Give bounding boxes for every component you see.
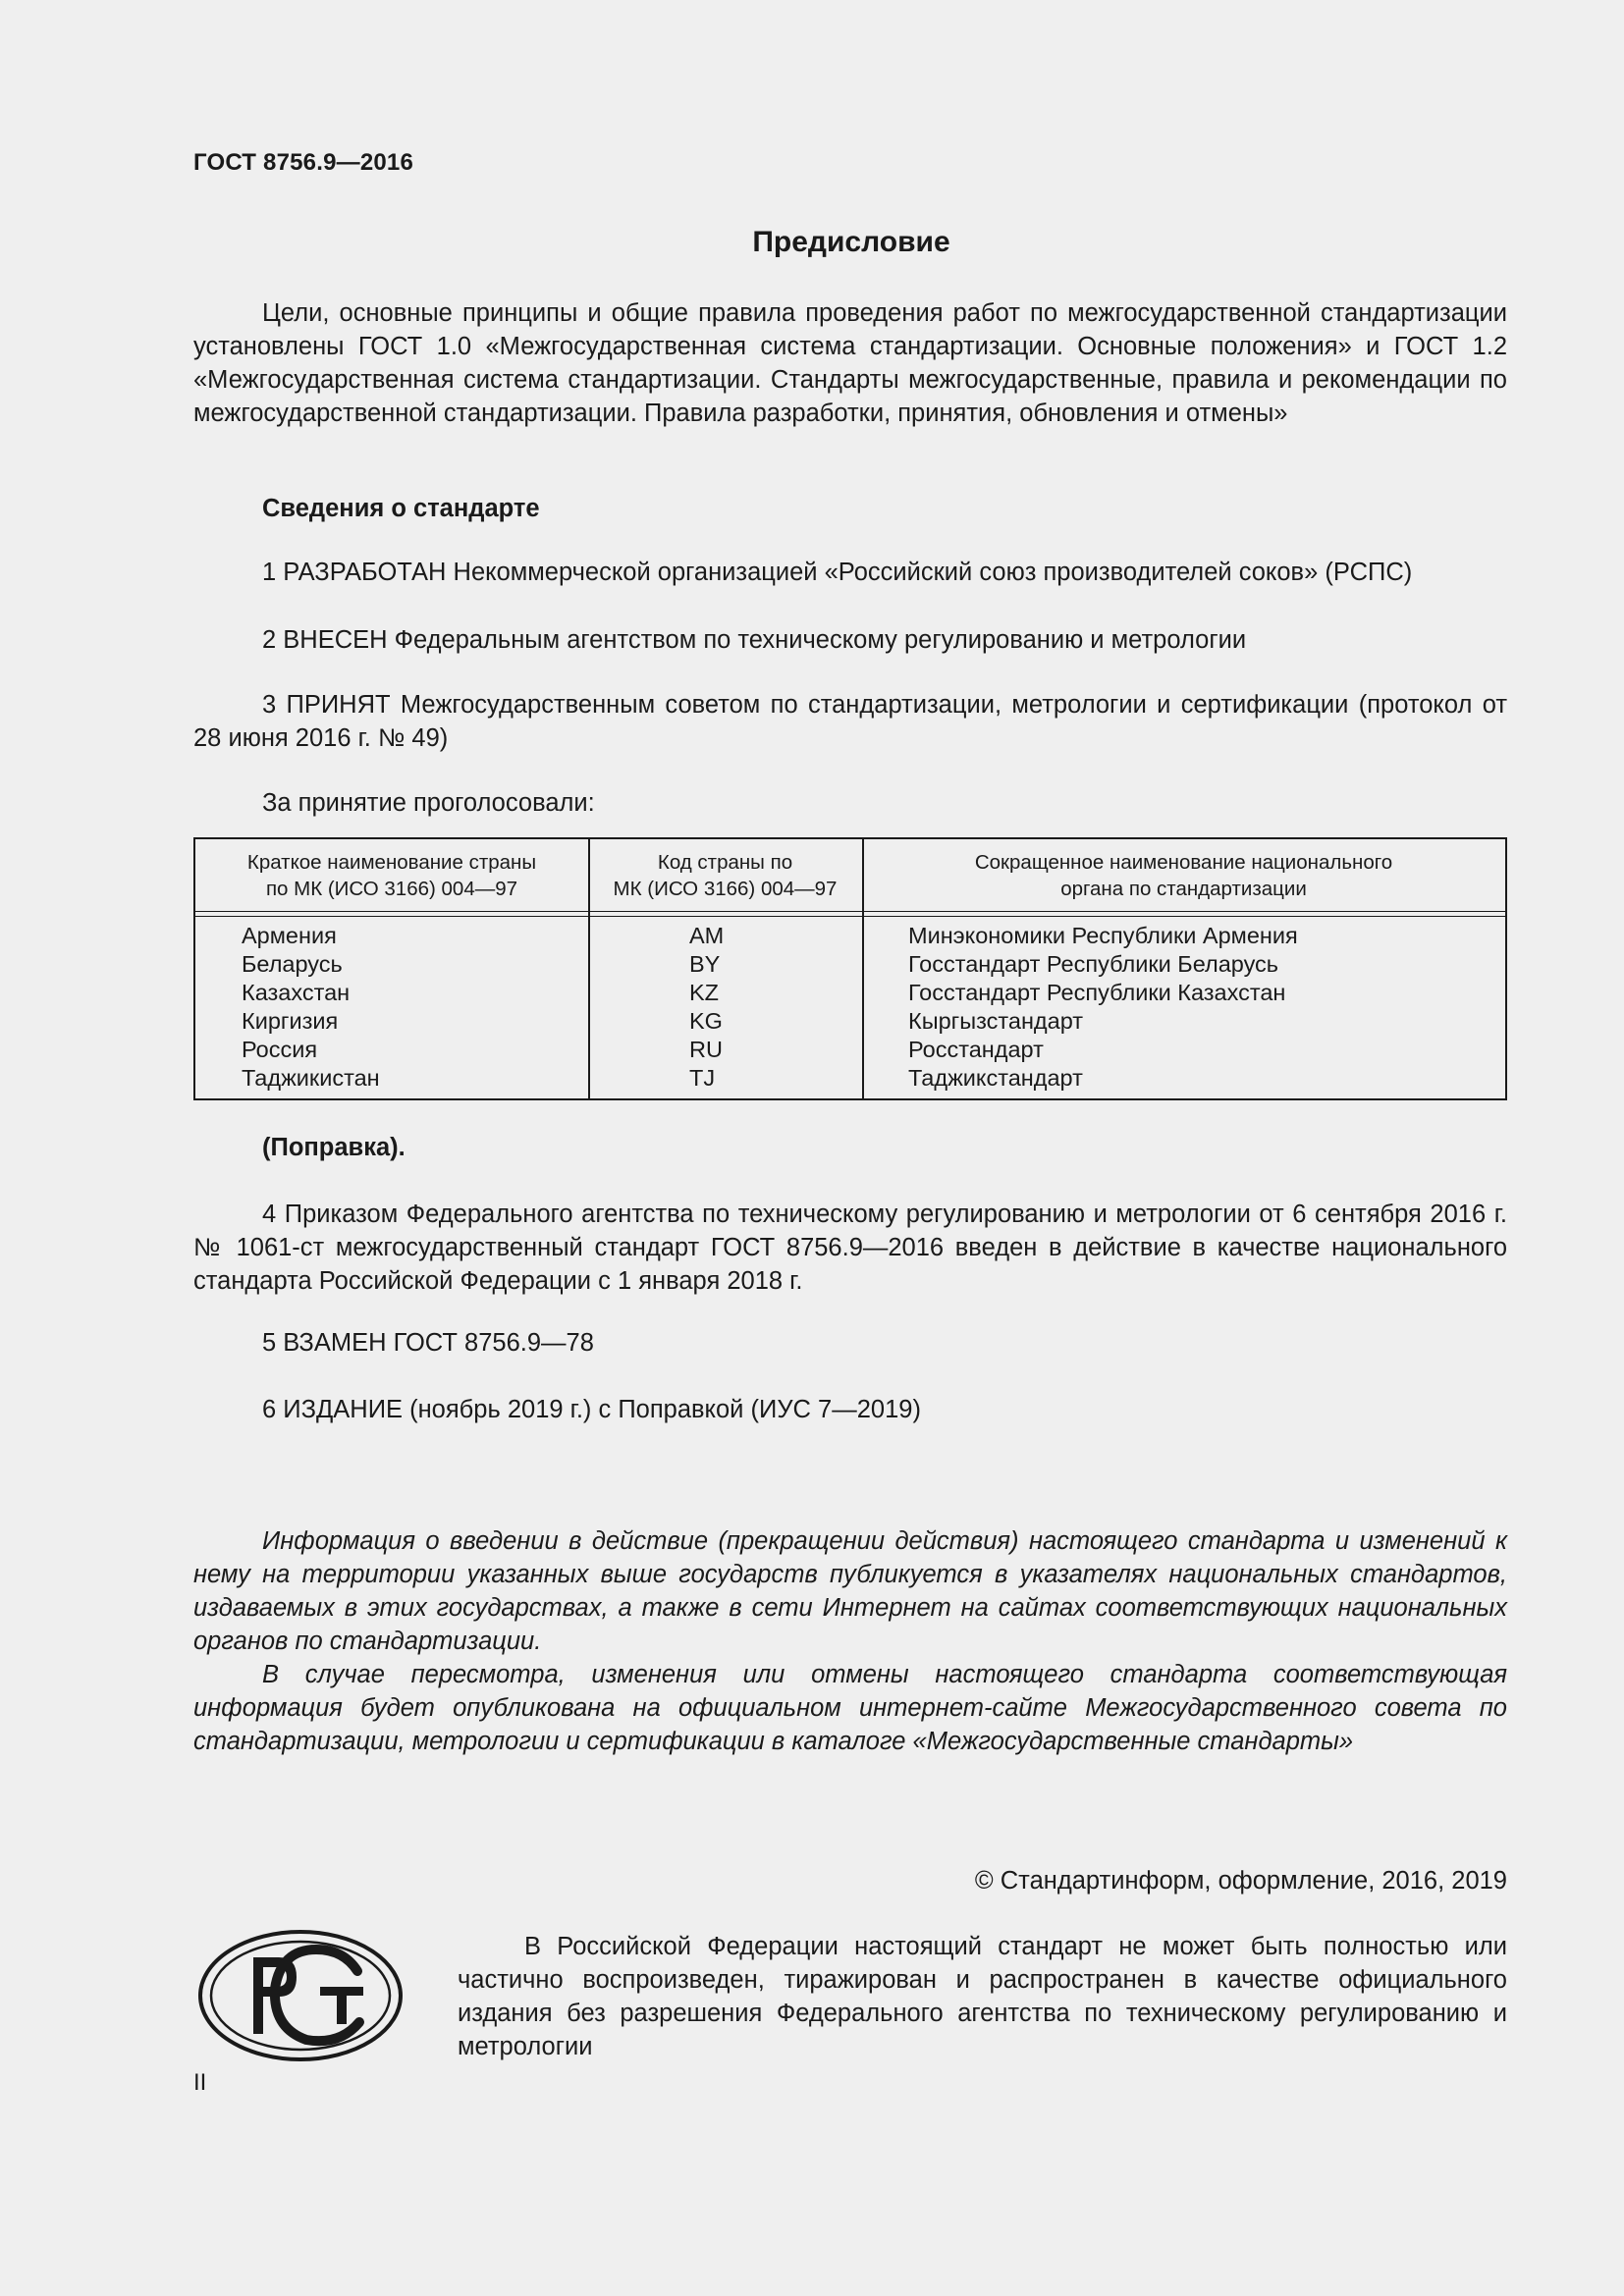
table-cell-country: Таджикистан (242, 1065, 380, 1091)
voting-table (193, 837, 1507, 1100)
country-column (242, 922, 380, 1093)
item-developed: 1 РАЗРАБОТАН Некоммерческой организацией «Российский союз производителей соков» (РСПС) (262, 559, 1413, 586)
item-edition: 6 ИЗДАНИЕ (ноябрь 2019 г.) с Поправкой (ИУС 7—2019) (262, 1396, 921, 1423)
table-cell-body: Минэкономики Республики Армения (908, 923, 1298, 948)
table-cell-code: TJ (689, 1065, 716, 1091)
table-cell-code: AM (689, 923, 725, 948)
copyright-line: © Стандартинформ, оформление, 2016, 2019 (974, 1867, 1507, 1895)
table-cell-body: Кыргызстандарт (908, 1008, 1084, 1034)
item-introduced: 2 ВНЕСЕН Федеральным агентством по техническому регулированию и метрологии (262, 626, 1247, 654)
table-cell-body: Госстандарт Республики Беларусь (908, 951, 1279, 977)
amendment-note: (Поправка). (262, 1134, 406, 1161)
rights-notice: В Российской Федерации настоящий стандарт не может быть полностью или частично воспроизведен, тиражирован и распространен в качестве официального издания без разрешения Федерального агентства по техническому регулированию и метрологии (458, 1933, 1507, 2060)
table-cell-code: BY (689, 951, 721, 977)
notice-paragraph-1: Информация о введении в действие (прекращении действия) настоящего стандарта и изменений к нему на территории указанных выше государств публикуется в указателях национальных стандартов, издаваемых в этих государствах, а также в сети Интернет на сайтах соответствующих национальных органов по стандартизации. (193, 1527, 1507, 1655)
table-header-code: Код страны по МК (ИСО 3166) 004—97 (613, 851, 838, 900)
voted-label: За принятие проголосовали: (262, 789, 595, 817)
table-cell-country: Беларусь (242, 951, 343, 977)
item-enacted: 4 Приказом Федерального агентства по техническому регулированию и метрологии от 6 сентября 2016 г. № 1061-ст межгосударственный стандарт ГОСТ 8756.9—2016 введен в действие в качестве национального стандарта Российской Федерации с 1 января 2018 г. (193, 1201, 1507, 1295)
table-cell-body: Таджикстандарт (908, 1065, 1083, 1091)
table-cell-country: Россия (242, 1037, 318, 1062)
notice-paragraph-2: В случае пересмотра, изменения или отмены настоящего стандарта соответствующая информация будет опубликована на официальном интернет-сайте Межгосударственного совета по стандартизации, метрологии и сертификации в каталоге «Межгосударственные стандарты» (193, 1661, 1507, 1755)
table-cell-body: Госстандарт Республики Казахстан (908, 980, 1286, 1005)
table-cell-code: RU (689, 1037, 723, 1062)
table-cell-code: KZ (689, 980, 720, 1005)
page-number: II (193, 2069, 207, 2096)
page-title: Предисловие (752, 226, 950, 258)
code-column (689, 922, 724, 1093)
intro-paragraph: Цели, основные принципы и общие правила проведения работ по межгосударственной стандартизации установлены ГОСТ 1.0 «Межгосударственная система стандартизации. Основные положения» и ГОСТ 1.2 «Межгосударственная система стандартизации. Стандарты межгосударственные, правила и рекомендации по межгосударственной стандартизации. Правила разработки, принятия, обновления и отмены» (193, 299, 1507, 427)
item-adopted: 3 ПРИНЯТ Межгосударственным советом по стандартизации, метрологии и сертификации (протокол от 28 июня 2016 г. № 49) (193, 691, 1507, 752)
table-header-divider (195, 911, 1505, 912)
table-cell-country: Казахстан (242, 980, 351, 1005)
rst-logo-icon (196, 1928, 405, 2063)
table-cell-body: Росстандарт (908, 1037, 1044, 1062)
table-header-body: Сокращенное наименование национального органа по стандартизации (974, 851, 1393, 900)
table-header-divider (195, 916, 1505, 917)
table-cell-country: Армения (242, 923, 337, 948)
item-replaces: 5 ВЗАМЕН ГОСТ 8756.9—78 (262, 1329, 594, 1357)
info-heading: Сведения о стандарте (262, 495, 540, 522)
document-id: ГОСТ 8756.9—2016 (193, 149, 414, 176)
body-column (908, 922, 1298, 1093)
table-cell-code: KG (689, 1008, 723, 1034)
table-cell-country: Киргизия (242, 1008, 339, 1034)
table-header-country: Краткое наименование страны по МК (ИСО 3166) 004—97 (246, 851, 537, 900)
